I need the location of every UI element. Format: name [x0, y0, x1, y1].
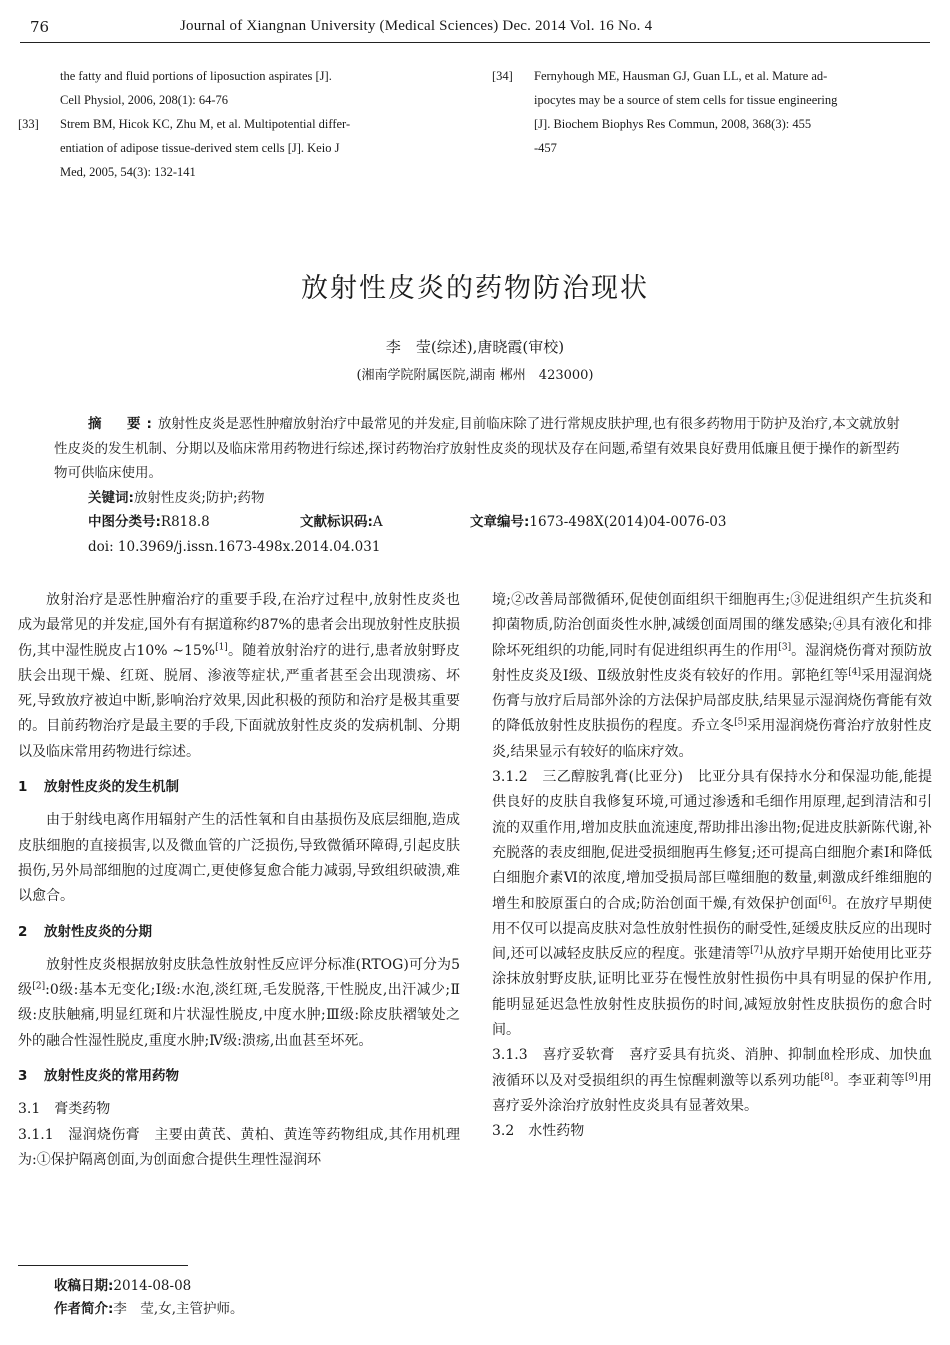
clc-code: R818.8	[160, 514, 210, 530]
doc-code-cell	[300, 510, 383, 535]
author-bio-label: 作者简介:	[54, 1301, 114, 1317]
section-number: 3	[18, 1068, 28, 1085]
clc-cell	[88, 510, 210, 535]
reference-line: [J]. Biochem Biophys Res Commun, 2008, 368(3): 455	[534, 117, 812, 131]
citation: [9]	[904, 1071, 918, 1082]
intro-paragraph	[18, 588, 460, 765]
intro-text: 放射治疗是恶性肿瘤治疗的重要手段,在治疗过程中,放射性皮炎也成为最常见的并发症,国外有有据道称约87%的患者会出现放射性皮肤损伤,其中湿性脱皮占10% ~15%	[18, 592, 460, 659]
body-column-left	[18, 588, 460, 1173]
keywords-line	[88, 486, 904, 511]
authors: 李 莹(综述),唐晓霞(审校)	[385, 338, 565, 356]
article-number-cell	[470, 510, 726, 535]
article-number: 1673-498X(2014)04-0076-03	[529, 514, 727, 530]
received-date: 2014-08-08	[113, 1278, 192, 1294]
author-bio: 李 莹,女,主管护师。	[113, 1301, 244, 1317]
reference-34	[492, 64, 932, 160]
doc-code: A	[372, 514, 383, 530]
reference-line: Cell Physiol, 2006, 208(1): 64-76	[60, 93, 229, 107]
reference-number: [33]	[18, 117, 39, 131]
reference-line: Fernyhough ME, Hausman GJ, Guan LL, et al. Mature ad-	[534, 69, 828, 83]
abstract-label: 摘 要:	[88, 416, 158, 432]
article-title: 放射性皮炎的药物防治现状	[301, 273, 649, 304]
reference-continued	[18, 64, 460, 112]
section-title: 放射性皮炎的分期	[44, 923, 152, 940]
citation: [3]	[778, 641, 792, 652]
citation: [1]	[215, 641, 228, 652]
reference-line: -457	[534, 141, 557, 155]
keywords: 放射性皮炎;防护;药物	[133, 489, 265, 506]
received-date-line	[54, 1275, 244, 1298]
affiliation: (湘南学院附属医院,湖南 郴州 423000)	[356, 368, 594, 383]
paragraph-text: 采用湿润烧伤膏治疗放射性皮炎,结果显示有较好的临床疗效。	[492, 718, 933, 760]
paragraph-text: 喜疗妥具有抗炎、消肿、抑制血栓形成、加快血液循环以及对受损组织的再生惊醒刺激等以系列功能	[492, 1047, 933, 1089]
reference-line: Strem BM, Hicok KC, Zhu M, et al. Multipotential differ-	[60, 117, 351, 131]
footnote-divider	[18, 1265, 188, 1266]
section-number: 2	[18, 923, 28, 940]
page-number: 76	[30, 18, 50, 36]
section-title: 放射性皮炎的常用药物	[44, 1068, 179, 1085]
references-right	[492, 64, 932, 160]
subsection-3-1-1	[18, 1123, 460, 1174]
subsection-3-1-2	[492, 765, 932, 1043]
section-title: 放射性皮炎的发生机制	[44, 779, 179, 796]
reference-line: the fatty and fluid portions of liposuction aspirates [J].	[60, 69, 332, 83]
citation: [4]	[848, 667, 861, 678]
reference-line: entiation of adipose tissue-derived stem cells [J]. Keio J	[60, 141, 340, 155]
body-column-right	[492, 588, 932, 1145]
journal-title: Journal of Xiangnan University (Medical Sciences) Dec. 2014 Vol. 16 No. 4	[180, 18, 653, 34]
reference-33	[18, 112, 460, 184]
subsection-heading: 3.1 膏类药物	[18, 1101, 111, 1118]
citation: [5]	[734, 717, 747, 728]
paragraph-continued	[492, 588, 932, 765]
section-1-paragraph: 由于射线电离作用辐射产生的活性氧和自由基损伤及底层细胞,造成皮肤细胞的直接损害,以及微血管的广泛损伤,导致微循环障碍,引起皮肤损伤,另外局部细胞的过度凋亡,更使修复愈合能力减弱,导致组织破溃,难以愈合。	[18, 812, 460, 905]
paragraph-text: 境;②改善局部微循环,促使创面组织干细胞再生;③促进组织产生抗炎和抑菌物质,防治创面炎性水肿,减缓创面周围的继发感染;④具有液化和排除坏死组织的功能,同时有促进组织再生的作用	[492, 592, 932, 659]
running-header	[20, 12, 930, 43]
doi: doi: 10.3969/j.issn.1673-498x.2014.04.031	[88, 539, 381, 555]
subsection-heading: 3.1.1 湿润烧伤膏	[18, 1126, 155, 1143]
subsection-heading: 3.1.3 喜疗妥软膏	[492, 1047, 630, 1064]
citation: [6]	[818, 894, 832, 905]
paragraph-text: 从放疗早期开始使用比亚芬涂抹放射野皮肤,证明比亚芬在慢性放射性损伤中具有明显的保护作用,能明显延迟急性放射性皮肤损伤的时间,减短放射性皮肤损伤的愈合时间。	[492, 946, 933, 1039]
citation: [8]	[820, 1071, 834, 1082]
paragraph-text: 采用湿润烧伤膏与放疗后局部外涂的方法保护局部皮肤,结果显示湿润烧伤膏能有效的降低放射性皮肤损伤的程度。乔立冬	[492, 667, 933, 735]
keywords-label: 关键词:	[88, 489, 134, 506]
section-heading-1	[18, 775, 460, 800]
citation: [2]	[32, 981, 46, 992]
abstract-block	[54, 412, 904, 560]
paragraph-text: 用喜疗妥外涂治疗放射性皮炎具有显著效果。	[492, 1072, 933, 1114]
reference-line: Med, 2005, 54(3): 132-141	[60, 165, 196, 179]
section-number: 1	[18, 779, 28, 796]
paragraph-text: :0级:基本无变化;Ⅰ级:水泡,淡红斑,毛发脱落,干性脱皮,出汗减少;Ⅱ级:皮肤触痛,明显红斑和片状湿性脱皮,中度水肿;Ⅲ级:除皮肤褶皱处之外的融合性湿性脱皮,重度水肿;Ⅳ级:溃疡,出血甚至坏死。	[18, 982, 461, 1049]
doc-code-label: 文献标识码:	[300, 514, 373, 530]
clc-label: 中图分类号:	[88, 514, 161, 530]
references-left	[18, 64, 460, 184]
received-label: 收稿日期:	[54, 1278, 114, 1294]
author-bio-line	[54, 1298, 244, 1321]
classification-line	[88, 510, 904, 535]
citation: [7]	[750, 945, 763, 956]
paragraph-text: 。在放疗早期使用不仅可以提高皮肤对急性放射性损伤的耐受性,延缓皮肤反应的出现时间,还可以减轻皮肤反应的程度。张建清等	[492, 895, 933, 963]
reference-number: [34]	[492, 69, 513, 83]
subsection-3-1-3	[492, 1043, 932, 1119]
intro-text-tail: 。随着放射治疗的进行,患者放射野皮肤会出现干燥、红斑、脱屑、渗液等症状,严重者甚至会出现溃疡、坏死,导致放疗被迫中断,影响治疗效果,因此积极的预防和治疗是极其重要的。目前药物治疗是最主要的手段,下面就放射性皮炎的发病机制、分期以及临床常用药物进行综述。	[18, 642, 460, 760]
section-heading-3	[18, 1064, 460, 1089]
paragraph-text: 主要由黄芪、黄柏、黄连等药物组成,其作用机理为:①保护隔离创面,为创面愈合提供生理性湿润环	[18, 1126, 460, 1168]
paragraph-text: 。湿润烧伤膏对预防放射性皮炎及Ⅰ级、Ⅱ级放射性皮炎有较好的作用。郭艳红等	[492, 642, 932, 684]
section-heading-2	[18, 920, 460, 945]
reference-line: ipocytes may be a source of stem cells for tissue engineering	[534, 93, 838, 107]
subsection-heading: 3.2 水性药物	[492, 1123, 585, 1140]
section-2-paragraph	[18, 953, 460, 1054]
paragraph-text: 。李亚莉等	[833, 1072, 905, 1089]
abstract-paragraph	[54, 412, 904, 486]
paragraph-text: 放射性皮炎根据放射皮肤急性放射性反应评分标准(RTOG)可分为5级	[18, 956, 460, 999]
paragraph-text: 比亚分具有保持水分和保湿功能,能提供良好的皮肤自我修复环境,可通过渗透和毛细作用原理,起到清洁和引流的双重作用,增加皮肤血流速度,帮助排出渗出物;促进皮肤新陈代谢,补充脱落的表皮细胞,促进受损细胞再生修复;还可提高白细胞介素Ⅰ和降低白细胞介素Ⅵ的浓度,增加受损局部巨噬细胞的数量,刺激成纤维细胞的增生和胶原蛋白的合成;防治创面干燥,有效保护创面	[492, 769, 933, 912]
footnotes	[54, 1275, 244, 1321]
article-number-label: 文章编号:	[470, 514, 530, 530]
subsection-heading: 3.1.2 三乙醇胺乳膏(比亚分)	[492, 769, 698, 786]
abstract-text: 放射性皮炎是恶性肿瘤放射治疗中最常见的并发症,目前临床除了进行常规皮肤护理,也有很多药物用于防护及治疗,本文就放射性皮炎的发生机制、分期以及临床常用药物进行综述,探讨药物治疗放射性皮炎的现状及存在问题,希望有效果良好费用低廉且便于操作的新型药物可供临床使用。	[54, 416, 900, 481]
